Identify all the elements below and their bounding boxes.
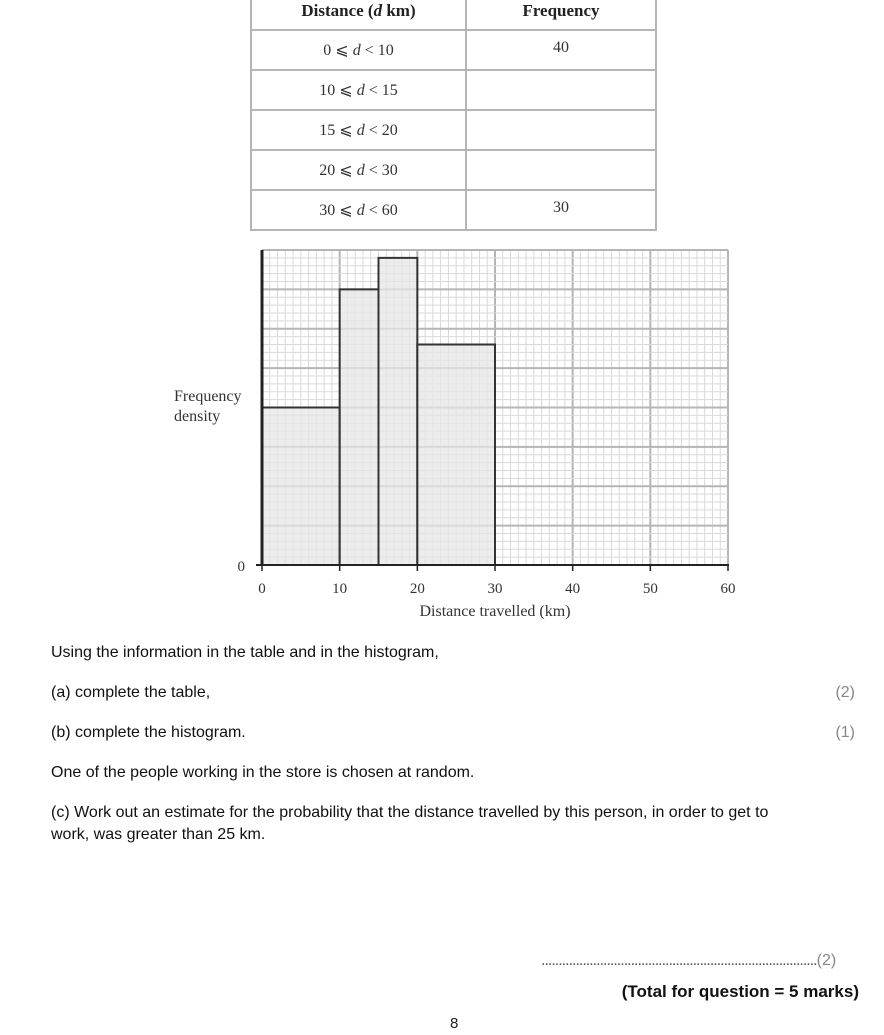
histogram-bar[interactable] (379, 258, 418, 565)
frequency-table (250, 0, 657, 231)
table-row (251, 30, 656, 70)
question-part-a: (a) complete the table, (51, 684, 211, 701)
answer-dots: ................................................................................ (541, 952, 817, 969)
marks-part-c: (2) (816, 952, 837, 969)
histogram-chart[interactable] (150, 240, 750, 625)
distance-cell: 10 ⩽ d < 15 (251, 70, 466, 110)
y-tick-label: 0 (237, 559, 245, 575)
question-part-b: (b) complete the histogram. (51, 724, 246, 741)
table-row (251, 190, 656, 230)
x-tick-label: 30 (487, 581, 503, 597)
answer-line[interactable] (541, 952, 836, 970)
histogram-bar[interactable] (262, 408, 340, 566)
frequency-cell[interactable] (466, 70, 656, 110)
page-number: 8 (450, 1015, 459, 1032)
marks-part-a: (2) (835, 684, 855, 701)
column-header-frequency: Frequency (466, 0, 656, 30)
marks-part-b: (1) (835, 724, 855, 741)
distance-cell: 20 ⩽ d < 30 (251, 150, 466, 190)
histogram-bar[interactable] (417, 345, 495, 566)
total-marks: (Total for question = 5 marks) (621, 982, 859, 1001)
table-row (251, 110, 656, 150)
table-row (251, 70, 656, 110)
frequency-cell[interactable]: 30 (466, 190, 656, 230)
x-tick-label: 0 (258, 581, 266, 597)
x-tick-label: 20 (409, 581, 425, 597)
column-header-distance: Distance (d km) (251, 0, 466, 30)
x-tick-label: 50 (642, 581, 658, 597)
question-part-c-line2: work, was greater than 25 km. (51, 826, 266, 843)
x-axis-label: Distance travelled (km) (419, 603, 571, 620)
frequency-cell[interactable] (466, 150, 656, 190)
question-part-c-line1: (c) Work out an estimate for the probability that the distance travelled by this person, in order to get to (51, 804, 769, 821)
histogram-bar[interactable] (340, 289, 379, 565)
question-intro: Using the information in the table and in the histogram, (51, 644, 439, 661)
distance-cell: 15 ⩽ d < 20 (251, 110, 466, 150)
random-selection-text: One of the people working in the store is chosen at random. (51, 764, 475, 781)
table-row (251, 150, 656, 190)
distance-cell: 30 ⩽ d < 60 (251, 190, 466, 230)
x-tick-label: 40 (565, 581, 581, 597)
y-axis-label-text: Frequency density (174, 388, 242, 425)
table-header-row (251, 0, 656, 30)
frequency-cell[interactable]: 40 (466, 30, 656, 70)
x-tick-label: 10 (332, 581, 348, 597)
distance-cell: 0 ⩽ d < 10 (251, 30, 466, 70)
x-tick-label: 60 (720, 581, 736, 597)
frequency-cell[interactable] (466, 110, 656, 150)
